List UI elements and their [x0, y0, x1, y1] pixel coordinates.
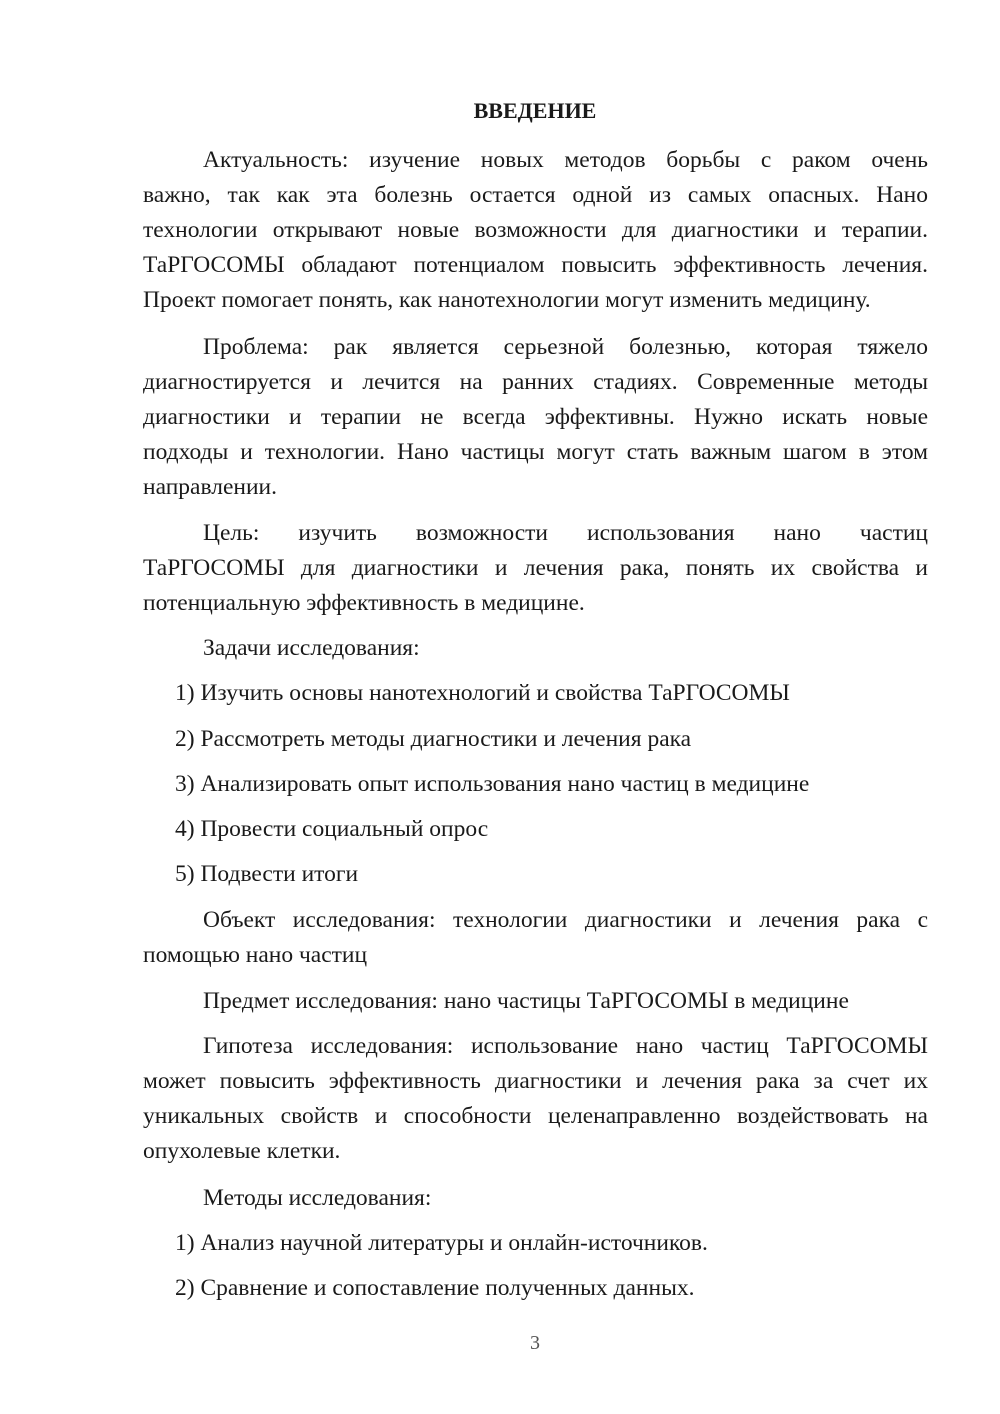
task-item: 2) Рассмотреть методы диагностики и лечения рака	[175, 726, 692, 752]
problem-line: подходы и технологии. Нано частицы могут стать важным шагом в этом	[143, 439, 928, 465]
task-item: 1) Изучить основы нанотехнологий и свойства ТаРГОСОМЫ	[175, 680, 790, 706]
hypothesis-line: уникальных свойств и способности целенаправленно воздействовать на	[143, 1103, 928, 1129]
page-number: 3	[530, 1332, 540, 1354]
methods-title: Методы исследования:	[203, 1185, 432, 1211]
problem-line: диагностируется и лечится на ранних стадиях. Современные методы	[143, 369, 928, 395]
goal-line: потенциальную эффективность в медицине.	[143, 590, 585, 616]
relevance-line: Актуальность: изучение новых методов борьбы с раком очень	[203, 147, 928, 173]
problem-line: диагностики и терапии не всегда эффективны. Нужно искать новые	[143, 404, 928, 430]
relevance-line: технологии открывают новые возможности для диагностики и терапии.	[143, 217, 928, 243]
problem-line: направлении.	[143, 474, 278, 500]
object-line: Объект исследования: технологии диагностики и лечения рака с	[203, 907, 928, 933]
page-title: ВВЕДЕНИЕ	[473, 98, 597, 123]
goal-line: Цель: изучить возможности использования нано частиц	[203, 520, 928, 546]
task-item: 4) Провести социальный опрос	[175, 816, 489, 842]
goal-line: ТаРГОСОМЫ для диагностики и лечения рака, понять их свойства и	[143, 555, 928, 581]
hypothesis-line: опухолевые клетки.	[143, 1138, 341, 1164]
hypothesis-line: может повысить эффективность диагностики и лечения рака за счет их	[143, 1068, 928, 1094]
method-item: 1) Анализ научной литературы и онлайн-источников.	[175, 1230, 708, 1256]
problem-line: Проблема: рак является серьезной болезнью, которая тяжело	[203, 334, 928, 360]
relevance-line: важно, так как эта болезнь остается одной из самых опасных. Нано	[143, 182, 928, 208]
relevance-line: Проект помогает понять, как нанотехнологии могут изменить медицину.	[143, 287, 871, 313]
task-item: 5) Подвести итоги	[175, 861, 359, 887]
task-item: 3) Анализировать опыт использования нано частиц в медицине	[175, 771, 810, 797]
tasks-title: Задачи исследования:	[203, 635, 420, 661]
relevance-line: ТаРГОСОМЫ обладают потенциалом повысить эффективность лечения.	[143, 252, 928, 278]
subject-line: Предмет исследования: нано частицы ТаРГОСОМЫ в медицине	[203, 988, 849, 1014]
hypothesis-line: Гипотеза исследования: использование нано частиц ТаРГОСОМЫ	[203, 1033, 928, 1059]
object-line: помощью нано частиц	[143, 942, 368, 968]
method-item: 2) Сравнение и сопоставление полученных данных.	[175, 1275, 695, 1301]
